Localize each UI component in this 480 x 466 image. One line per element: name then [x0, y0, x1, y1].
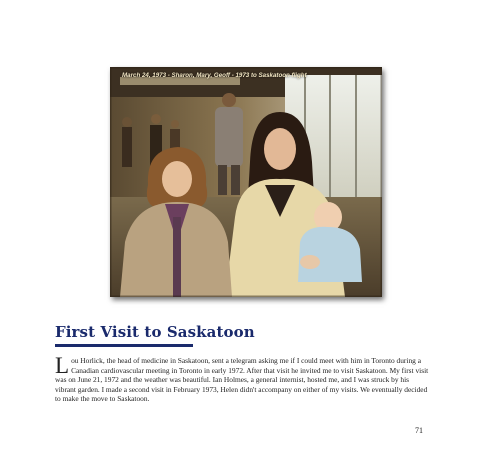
- article-body: [55, 353, 431, 404]
- drop-cap: L: [55, 353, 70, 378]
- heading-underline: [55, 344, 193, 347]
- page-number: 71: [415, 426, 423, 435]
- airport-photo-illustration: [110, 67, 382, 297]
- photo-caption: March 24, 1973 - Sharon, Mary, Geoff - 1973 to Saskatoon flight: [122, 72, 307, 79]
- family-photo: [110, 67, 382, 297]
- section-heading: First Visit to Saskatoon: [55, 323, 255, 341]
- article-paragraph: ou Horlick, the head of medicine in Saskatoon, sent a telegram asking me if I could meet with him in Toronto during a Canadian cardiovascular meeting in Toronto in early 1972. After that visit he invited me to visit Saskatoon. My first visit was on June 21, 1972 and the weather was beautiful. Ian Holmes, a general internist, hosted me, and I was struck by his vibrant garden. I made a second visit in February 1973, Helen didn't accompany on either of my visits. We eventually decided to make the move to Saskatoon.: [55, 356, 429, 404]
